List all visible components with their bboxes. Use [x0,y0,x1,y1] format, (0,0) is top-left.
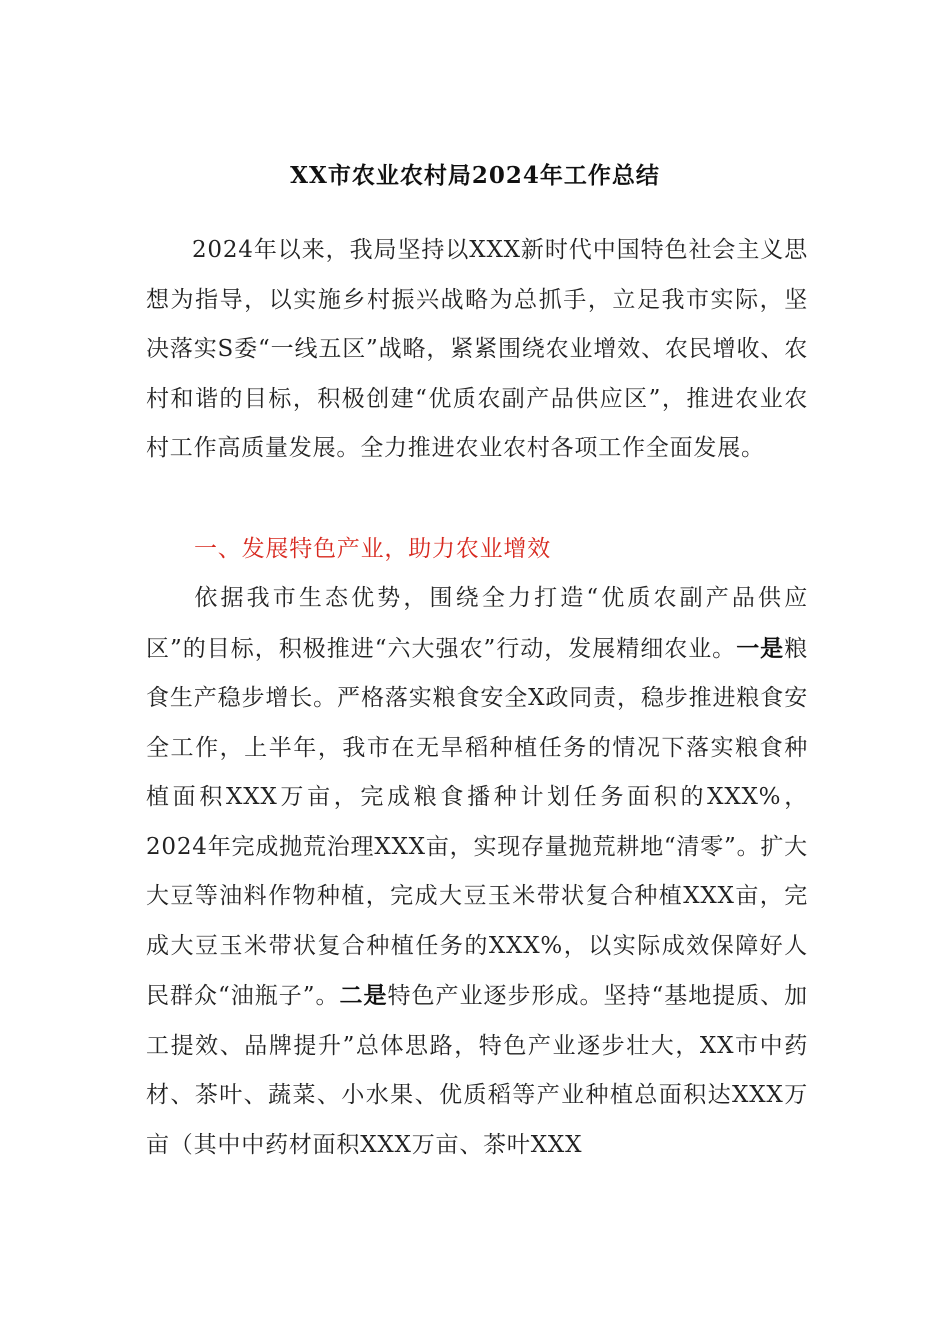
intro-paragraph-text: 2024年以来，我局坚持以XXX新时代中国特色社会主义思想为指导，以实施乡村振兴战略为总抓手，立足我市实际，坚决落实S委“一线五区”战略，紧紧围绕农业增效、农民增收、农村和谐的目标，积极创建“优质农副产品供应区”，推进农业农村工作高质量发展。全力推进农业农村各项工作全面发展。 [146,237,808,461]
intro-paragraph [146,226,808,474]
point-one-label: 一是 [736,634,785,662]
section-heading: 一、发展特色产业，助力农业增效 [194,536,551,562]
point-two-text: 特色产业逐步形成。坚持“基地提质、加工提效、品牌提升”总体思路，特色产业逐步壮大，XX市中药材、茶叶、蔬菜、小水果、优质稻等产业种植总面积达XXX万亩（其中中药材面积XXX万亩、茶叶XXX [146,983,808,1158]
document-title: XX市农业农村局2024年工作总结 [290,162,660,189]
section-paragraph [146,574,808,1174]
section-lead-text: 依据我市生态优势，围绕全力打造“优质农副产品供应区”的目标，积极推进“六大强农”行动，发展精细农业。 [146,585,808,662]
point-one-text: 粮食生产稳步增长。严格落实粮食安全X政同责，稳步推进粮食安全工作，上半年，我市在无旱稻种植任务的情况下落实粮食种植面积XXX万亩，完成粮食播种计划任务面积的XXX%，2024年完成抛荒治理XXX亩，实现存量抛荒耕地“清零”。扩大大豆等油料作物种植，完成大豆玉米带状复合种植XXX亩，完成大豆玉米带状复合种植任务的XXX%，以实际成效保障好人民群众“油瓶子”。 [146,635,808,1009]
point-two-label: 二是 [339,982,388,1009]
